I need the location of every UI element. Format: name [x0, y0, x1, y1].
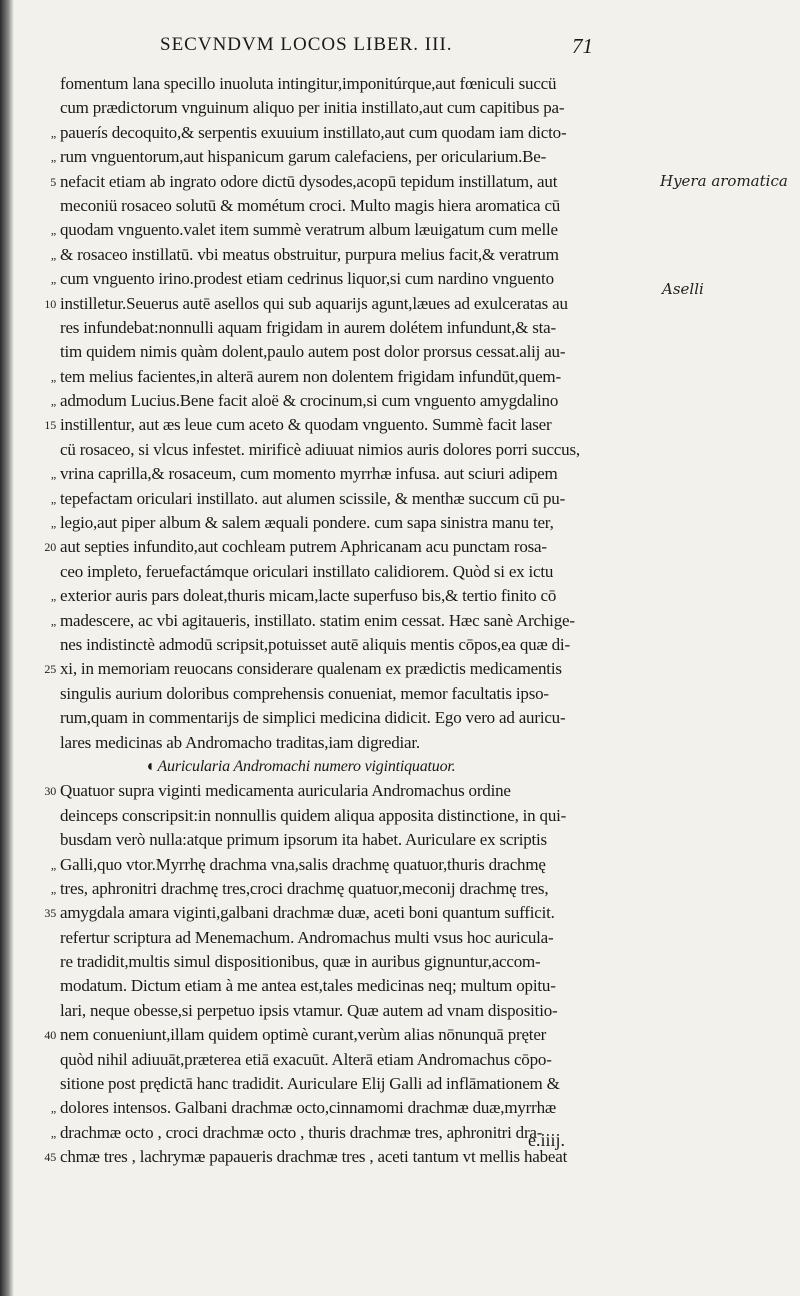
text-line [50, 511, 650, 535]
text-line [60, 560, 650, 584]
line-marker: 35 [44, 906, 56, 921]
line-marker: 20 [44, 540, 56, 555]
line-text: admodum Lucius.Bene facit aloë & crocinum,si cum vnguento amygdalino [60, 391, 559, 411]
line-text: nefacit etiam ab ingrato odore dictū dysodes,acopū tepidum instillatum, aut [60, 171, 558, 191]
line-text: instilletur.Seuerus autē asellos qui sub aquarijs agunt,læues ad exulceratas au [60, 293, 568, 313]
text-line [44, 535, 650, 559]
text-line [60, 828, 650, 852]
line-text: aut septies infundito,aut cochleam putrem Aphricanam acu punctam rosa- [60, 537, 547, 557]
text-line [60, 438, 650, 462]
line-text: drachmæ octo , croci drachmæ octo , thuris drachmæ tres, aphronitri dra- [60, 1122, 543, 1142]
line-text: amygdala amara viginti,galbani drachmæ duæ, aceti boni quantum sufficit. [60, 903, 555, 923]
line-marker: „ [50, 247, 56, 262]
text-line [60, 999, 650, 1023]
line-marker: „ [50, 467, 56, 482]
text-line [44, 292, 650, 316]
text-line [50, 584, 650, 608]
heading-text: Auricularia Andromachi numero vigintiquatuor. [157, 757, 456, 775]
line-marker: „ [50, 589, 56, 604]
line-text: quodam vnguento.valet item summè veratrum album læuigatum cum melle [60, 220, 558, 240]
line-text: chmæ tres , lachrymæ papaueris drachmæ tres , aceti tantum vt mellis habeat [60, 1147, 568, 1167]
line-text: exterior auris pars doleat,thuris micam,lacte superfuso bis,& tertio finito cō [60, 586, 557, 606]
line-text: quòd nihil adiuuāt,præterea etiā exacuūt. Alterā etiam Andromachus cōpo- [60, 1049, 552, 1069]
text-line [50, 267, 650, 291]
line-text: nem conueniunt,illam quidem optimè curant,verùm alias nōnunquā pręter [60, 1025, 547, 1045]
text-line [60, 340, 650, 364]
line-text: cum prædictorum vnguinum aliquo per initia instillato,aut cum capitibus pa- [60, 98, 565, 118]
signature-mark: e.iiij. [528, 1130, 565, 1150]
line-marker: „ [50, 1125, 56, 1140]
line-marker: „ [50, 369, 56, 384]
line-marker: 10 [44, 296, 56, 311]
line-marker: „ [50, 150, 56, 165]
text-line [60, 804, 650, 828]
line-marker: „ [50, 881, 56, 896]
line-marker: „ [50, 516, 56, 531]
line-marker: „ [50, 272, 56, 287]
line-marker: „ [50, 1101, 56, 1116]
line-marker: „ [50, 125, 56, 140]
line-marker: 30 [44, 784, 56, 799]
text-line [50, 145, 650, 169]
folio-number: 71 [572, 34, 593, 58]
line-text: tres, aphronitri drachmę tres,croci drachmę quatuor,meconij drachmę tres, [60, 878, 549, 898]
line-marker: 15 [44, 418, 56, 433]
line-marker: 5 [50, 174, 56, 189]
line-marker: „ [50, 223, 56, 238]
line-text: rum vnguentorum,aut hispanicum garum calefaciens, per oricularium.Be- [60, 147, 547, 167]
pilcrow-icon: ◖ [145, 757, 155, 775]
text-line [60, 96, 650, 120]
line-text: tepefactam oriculari instillato. aut alumen scissile, & menthæ succum cū pu- [60, 488, 566, 508]
text-line [60, 974, 650, 998]
line-text: tem melius facientes,in alterā aurem non dolentem frigidam infundūt,quem- [60, 366, 561, 386]
text-line [60, 316, 650, 340]
line-text: res infundebat:nonnulli aquam frigidam in aurem dolétem infundunt,& sta- [60, 317, 556, 337]
text-line [60, 950, 650, 974]
line-text: nes indistinctè admodū scripsit,potuisset autē aliquis mentis cōpos,ea quæ di- [60, 634, 570, 654]
line-text: dolores intensos. Galbani drachmæ octo,cinnamomi drachmæ duæ,myrrhæ [60, 1098, 557, 1118]
body-text [44, 72, 650, 1170]
line-marker: „ [50, 394, 56, 409]
text-line [44, 901, 650, 925]
line-marker: 40 [44, 1028, 56, 1043]
line-text [145, 755, 455, 779]
section-heading [60, 755, 650, 779]
text-line [44, 1023, 650, 1047]
text-line [50, 877, 650, 901]
text-line [50, 487, 650, 511]
line-text: xi, in memoriam reuocans considerare qualenam ex prædictis medicamentis [60, 659, 562, 679]
line-text: rum,quam in commentarijs de simplici medicina didicit. Ego vero ad auricu- [60, 708, 566, 728]
line-text: deinceps conscripsit:in nonnullis quidem aliqua apposita distinctione, in qui- [60, 805, 567, 825]
margin-note-hyera: Hyera aromatica [660, 172, 788, 190]
text-line [60, 682, 650, 706]
line-text: ceo impleto, feruefactámque oriculari instillato calidiorem. Quòd si ex ictu [60, 561, 554, 581]
line-text: refertur scriptura ad Menemachum. Andromachus multi vsus hoc auricula- [60, 927, 554, 947]
line-text: legio,aut piper album & salem æquali pondere. cum sapa sinistra manu ter, [60, 513, 554, 533]
line-text: cum vnguento irino.prodest etiam cedrinus liquor,si cum nardino vnguento [60, 269, 554, 289]
line-text: meconiü rosaceo solutū & mométum croci. Multo magis hiera aromatica cū [60, 195, 561, 215]
text-line [50, 170, 650, 194]
line-text: & rosaceo instillatū. vbi meatus obstruitur, purpura melius facit,& veratrum [60, 244, 559, 264]
book-gutter-shadow [0, 0, 14, 1296]
text-line [60, 926, 650, 950]
line-text: lari, neque obesse,si perpetuo ipsis vtamur. Quæ autem ad vnam dispositio- [60, 1000, 558, 1020]
line-marker: „ [50, 491, 56, 506]
line-text: instillentur, aut æs leue cum aceto & quodam vnguento. Summè facit laser [60, 415, 552, 435]
text-line [60, 731, 650, 755]
running-header [90, 34, 690, 64]
text-line [50, 389, 650, 413]
text-line [60, 706, 650, 730]
line-text: sitione post prędictā hanc tradidit. Auriculare Elij Galli ad inflāmationem & [60, 1074, 560, 1094]
line-marker: 45 [44, 1150, 56, 1165]
text-line [60, 72, 650, 96]
line-text: modatum. Dictum etiam à me antea est,tales medicinas neq; multum opitu- [60, 976, 556, 996]
text-line [50, 218, 650, 242]
text-line [50, 1096, 650, 1120]
text-line [60, 1072, 650, 1096]
line-text: lares medicinas ab Andromacho traditas,iam digrediar. [60, 732, 420, 752]
running-title: SECVNDVM LOCOS LIBER. III. [160, 34, 453, 55]
text-line [60, 1048, 650, 1072]
line-text: singulis aurium doloribus comprehensis conueniat, memor facultatis ipso- [60, 683, 549, 703]
text-line [60, 633, 650, 657]
text-line [50, 243, 650, 267]
margin-note-aselli: Aselli [662, 280, 704, 298]
line-text: fomentum lana specillo inuoluta intingitur,imponitúrque,aut fœniculi succü [60, 74, 557, 93]
line-marker: 25 [44, 662, 56, 677]
line-text: cü rosaceo, si vlcus infestet. mirificè adiuuat nimios auris dolores porri succus, [60, 439, 580, 459]
text-line [44, 657, 650, 681]
line-marker: „ [50, 857, 56, 872]
line-text: pauerís decoquito,& serpentis exuuium instillato,aut cum quodam iam dicto- [60, 122, 567, 142]
text-line [50, 365, 650, 389]
text-line [50, 853, 650, 877]
text-line [50, 121, 650, 145]
line-text: madescere, ac vbi agitaueris, instillato. statim enim cessat. Hæc sanè Archige- [60, 610, 575, 630]
line-text: busdam verò nulla:atque primum ipsorum ita habet. Auriculare ex scriptis [60, 830, 547, 850]
line-text: tim quidem nimis quàm dolent,paulo autem post dolor prorsus cessat.alij au- [60, 342, 566, 362]
text-line [44, 779, 650, 803]
line-text: Galli,quo vtor.Myrrhę drachma vna,salis drachmę quatuor,thuris drachmę [60, 854, 546, 874]
text-line [50, 462, 650, 486]
line-text: re tradidit,multis simul dispositionibus, quæ in auribus gignuntur,accom- [60, 952, 541, 972]
line-text: vrina caprilla,& rosaceum, cum momento myrrhæ infusa. aut sciuri adipem [60, 464, 558, 484]
text-line [50, 609, 650, 633]
line-marker: „ [50, 613, 56, 628]
line-text: Quatuor supra viginti medicamenta auricularia Andromachus ordine [60, 781, 511, 801]
text-line [60, 194, 650, 218]
text-line [44, 413, 650, 437]
